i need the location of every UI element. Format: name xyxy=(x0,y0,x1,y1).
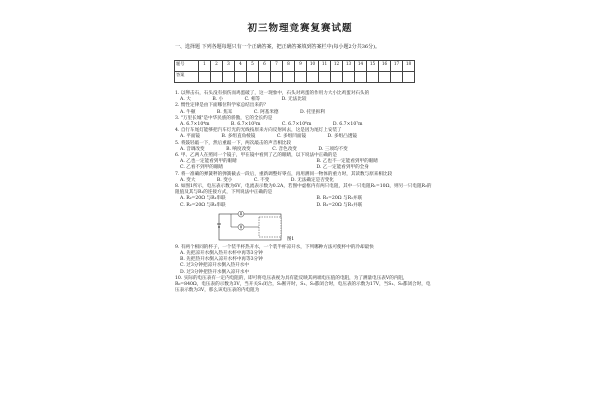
option: A. 先把凉开水倒入热开水杯中再等3分钟 xyxy=(180,251,263,257)
number-cell: 10 xyxy=(307,61,319,72)
question-stem: 10. 实际的电压表有一定内电阻的，即可将电压表视为具有能反映其两端电压值的电阻，为了测量电压表V的内阻，R₀=840Ω，电压表的示数为3V，当开关S₁闭合，S₂断开时，S₁、S₂都闭合时，电压表的示数为17V，当S₁、S₂都闭合时，电压表示数为3V，那么该电压表的内电阻为 xyxy=(175,275,431,294)
question-stem: 6. 甲、乙两人在照同一个镜子，甲在镜中看到了乙的眼睛，以下说法中正确的是 xyxy=(175,153,338,159)
dashed-box xyxy=(259,217,281,237)
number-cell: 6 xyxy=(259,61,271,72)
answer-cell[interactable] xyxy=(307,72,319,83)
option: B. R₂=20Ω 与R₁并联 xyxy=(316,196,363,202)
option: D. 多组凸透镜 xyxy=(327,134,357,140)
option: A. 平面镜 xyxy=(180,134,201,140)
answer-cell[interactable] xyxy=(331,72,343,83)
question-stem: 4. 自行车尾灯能够把汽车灯光的光线按原来方向反射回去，这是因为尾灯上安装了 xyxy=(175,128,342,134)
question-options xyxy=(175,165,433,171)
number-cell: 2 xyxy=(211,61,223,72)
option: B. 先把热开水倒入凉开水杯中再等3分钟 xyxy=(180,257,263,263)
option: B. 小 xyxy=(212,97,224,103)
number-cell: 16 xyxy=(379,61,391,72)
option: D. 过3分钟把热开水倒入凉开水中 xyxy=(180,269,250,275)
ammeter-label: A xyxy=(239,211,243,217)
option: B. 变小 xyxy=(216,177,233,183)
question-list xyxy=(175,91,433,294)
answer-cell[interactable] xyxy=(211,72,223,83)
option: D. 6.7×10⁷m xyxy=(332,122,363,128)
number-cell: 9 xyxy=(295,61,307,72)
option: A. R₂=20Ω 与R₁串联 xyxy=(180,196,226,202)
question-options xyxy=(175,203,433,209)
answer-cell[interactable] xyxy=(295,72,307,83)
figure-label: 图1 xyxy=(287,236,295,242)
option: D. 三项均不变 xyxy=(318,146,348,152)
question-stem: 1. 以卵击石，石头没有损伤而鸡蛋破了，这一现象中，石头对鸡蛋的作用力大小比鸡蛋对石头的 xyxy=(175,91,370,96)
option: B. 乙也不一定能看到甲的眼睛 xyxy=(316,159,378,165)
number-cell: 3 xyxy=(223,61,235,72)
number-cell: 15 xyxy=(367,61,379,72)
circuit-diagram xyxy=(215,211,305,243)
answer-cell[interactable] xyxy=(283,72,295,83)
option: C. 相等 xyxy=(244,97,261,103)
answer-row xyxy=(175,72,415,83)
option: C. 不变 xyxy=(253,177,270,183)
answer-cell[interactable] xyxy=(199,72,211,83)
answer-cell[interactable] xyxy=(247,72,259,83)
row-label: 题号 xyxy=(175,61,199,72)
number-cell: 5 xyxy=(247,61,259,72)
answer-cell[interactable] xyxy=(379,72,391,83)
option: C. 多组凹面镜 xyxy=(276,134,307,140)
option: B. 焦耳 xyxy=(216,109,233,115)
option: C. R₂=20Ω 与R₁串联 xyxy=(180,202,226,208)
answer-cell[interactable] xyxy=(343,72,355,83)
number-cell: 1 xyxy=(199,61,211,72)
row-label: 答案 xyxy=(175,72,199,83)
question-stem: 8. 如图1所示，电压表示数为6V，电流表示数为0.2A，若图中虚框内有两只电阻，其中一只电阻R₁=10Ω，则另一只电阻R₂的阻值及其与R₁的连接方式，下列说法中正确的是 xyxy=(175,184,432,196)
option: A. 变大 xyxy=(180,177,196,183)
option: C. 6.7×10⁶m xyxy=(281,122,312,128)
answer-cell[interactable] xyxy=(367,72,379,83)
option: C. 音色改变 xyxy=(272,146,297,152)
number-cell: 4 xyxy=(235,61,247,72)
option: A. 乙也一定能看到甲的眼睛 xyxy=(180,159,237,165)
option: D. R₂=20Ω 与R₁并联 xyxy=(316,202,363,208)
answer-table xyxy=(174,60,415,83)
option: C. 乙看不到甲的眼睛 xyxy=(180,165,224,171)
answer-cell[interactable] xyxy=(319,72,331,83)
option: B. 多组直角棱镜 xyxy=(221,134,256,140)
answer-cell[interactable] xyxy=(259,72,271,83)
option: D. 乙一定能看到甲的全身 xyxy=(316,165,369,171)
number-cell: 8 xyxy=(283,61,295,72)
question-stem: 5. 将鼓轻敲一下，然后重敲一下，两次敲击的声音相比较 xyxy=(175,140,292,146)
option: A. 6.7×10⁴m xyxy=(180,122,210,128)
option: C. 过3分钟把凉开水倒入热开水中 xyxy=(180,263,249,269)
option: B. 响度改变 xyxy=(226,146,251,152)
number-cell: 11 xyxy=(319,61,331,72)
answer-cell[interactable] xyxy=(403,72,415,83)
option: B. 6.7×10⁵m xyxy=(230,122,261,128)
answer-cell[interactable] xyxy=(391,72,403,83)
number-cell: 18 xyxy=(403,61,415,72)
number-cell: 12 xyxy=(331,61,343,72)
question-stem: 3. "万里长城"是中华民族的骄傲，它的全长约是 xyxy=(175,115,273,121)
question-stem: 2. 惯性定律是由下面哪位科学家总结出来的？ xyxy=(175,103,269,109)
number-cell: 14 xyxy=(355,61,367,72)
number-cell: 17 xyxy=(391,61,403,72)
question-stem: 9. 有两个相同的杯子，一个装半杯热开水，一个装半杯凉开水，下列哪种方法可使杯中的冷却最快 xyxy=(175,244,374,250)
answer-cell[interactable] xyxy=(223,72,235,83)
option: A. 音调改变 xyxy=(180,146,205,152)
option: C. 阿基米德 xyxy=(253,109,279,115)
option: D. 无法比较 xyxy=(281,97,307,103)
answer-cell[interactable] xyxy=(271,72,283,83)
voltmeter-label: V xyxy=(239,224,243,230)
option: A. 大 xyxy=(180,97,191,103)
answer-cell[interactable] xyxy=(355,72,367,83)
option: D. 无法确定是否变化 xyxy=(290,177,334,183)
section-intro: 一、选择题 下列各题每题只有一个正确答案，把正确答案填到答案栏中(每小题2分共36分)。 xyxy=(175,44,381,50)
number-cell: 13 xyxy=(343,61,355,72)
option: A. 牛顿 xyxy=(180,109,196,115)
page-title: 初三物理竞赛复赛试题 xyxy=(247,23,353,34)
question-stem: 7. 将一准确的弹簧秤的弹簧截去一段后，重新调整好零点，再用测同一物体的重力时，其读数与原来相比较 xyxy=(175,171,393,177)
option: D. 托里拆利 xyxy=(299,109,325,115)
question-number-row xyxy=(175,61,415,72)
answer-cell[interactable] xyxy=(235,72,247,83)
number-cell: 7 xyxy=(271,61,283,72)
